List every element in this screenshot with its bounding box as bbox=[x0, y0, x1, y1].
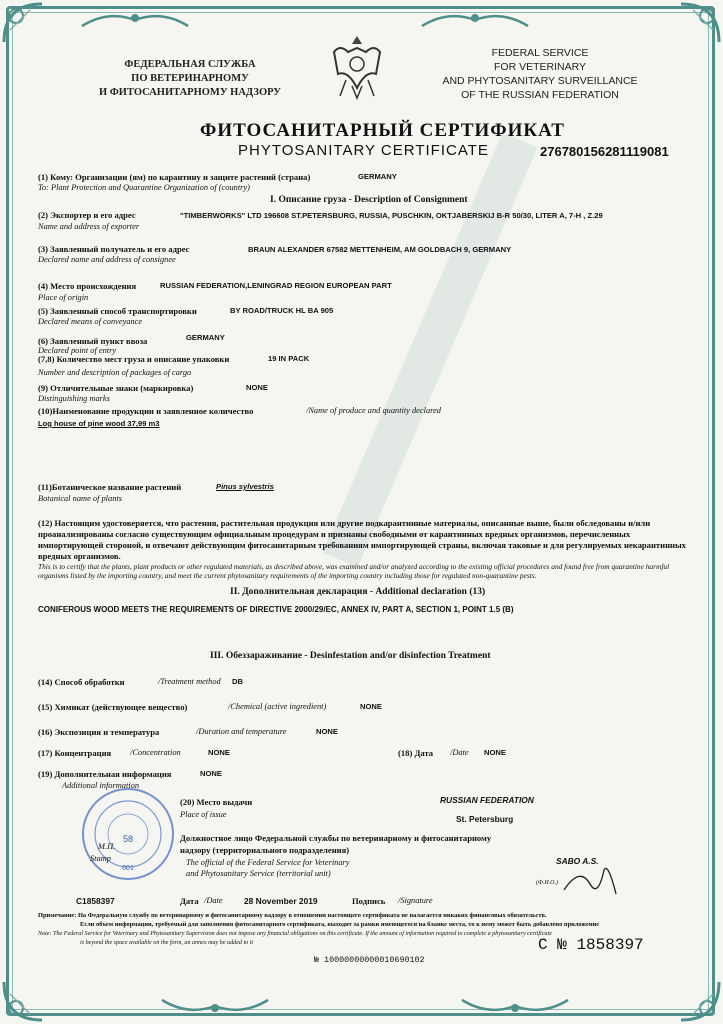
barcode-number: № 10000000000010690102 bbox=[314, 955, 425, 965]
field-14-label-en: /Treatment method bbox=[158, 677, 221, 686]
field-12-statement-en: This is to certify that the plants, plant products or other regulated materials, as described above, was examined and/or analyzed according to the existing official procedures and found free from quarantine harmful organisms listed by the importing country, and meet the current phytosanitary requirements of the importing country including those for regulated non-quarantine pests. bbox=[38, 562, 670, 580]
official-title-en-2: and Phytosanitary Service (territorial unit) bbox=[186, 869, 331, 878]
field-11-label-en: Botanical name of plants bbox=[38, 494, 122, 503]
agency-ru-line: ПО ВЕТЕРИНАРНОМУ bbox=[131, 73, 249, 84]
blank-number bbox=[538, 936, 644, 954]
blank-number-value: 1858397 bbox=[576, 936, 644, 954]
field-1-value: GERMANY bbox=[358, 172, 397, 181]
agency-en-line: AND PHYTOSANITARY SURVEILLANCE bbox=[442, 75, 638, 87]
field-78-label-en: Number and description of packages of cargo bbox=[38, 368, 192, 377]
field-20-label-en: Place of issue bbox=[180, 810, 227, 819]
top-ornament-icon bbox=[80, 8, 190, 30]
agency-en-line: FEDERAL SERVICE bbox=[491, 47, 589, 59]
field-14-label: (14) Способ обработки bbox=[38, 677, 125, 687]
field-18-value: NONE bbox=[484, 748, 506, 757]
field-9-label-en: Distinguishing marks bbox=[38, 394, 110, 403]
field-3-label-en: Declared name and address of consignee bbox=[38, 255, 176, 264]
field-15-value: NONE bbox=[360, 702, 382, 711]
stamp-label-en: Stamp bbox=[90, 854, 111, 863]
field-10-value: Log house of pine wood 37,99 m3 bbox=[38, 419, 160, 428]
official-title-ru-2: надзору (территориального подразделения) bbox=[180, 845, 350, 855]
agency-en-line: OF THE RUSSIAN FEDERATION bbox=[461, 89, 619, 101]
field-9-value: NONE bbox=[246, 383, 268, 392]
note-ru-2: Если объем информации, требуемый для заполнения фитосанитарного сертификата, выходит за рамки имеющегося на бланке места, то к нему может быть добавлено приложение bbox=[80, 921, 600, 928]
bottom-ornament-icon bbox=[160, 996, 270, 1018]
field-14-value: DB bbox=[232, 677, 243, 686]
field-19-label: (19) Дополнительная информация bbox=[38, 769, 172, 779]
field-17-label-en: /Concentration bbox=[130, 748, 181, 757]
agency-ru-line: И ФИТОСАНИТАРНОМУ НАДЗОРУ bbox=[99, 87, 281, 98]
field-2-value: "TIMBERWORKS" LTD 196608 ST.PETERSBURG, RUSSIA, PUSCHKIN, OKTJABERSKIJ B-R 50/30, LITER A, 7-H , Z.29 bbox=[180, 211, 603, 220]
field-18-label-en: /Date bbox=[450, 748, 469, 757]
signature-label-en: /Signature bbox=[398, 896, 433, 905]
section-1-heading: I. Описание груза - Description of Consignment bbox=[270, 195, 468, 205]
coat-of-arms-icon bbox=[326, 30, 388, 102]
corner-ornament-icon bbox=[0, 978, 46, 1024]
official-name-caption: (Ф.И.О.) bbox=[536, 880, 558, 886]
seal-code: 001 bbox=[122, 865, 134, 872]
field-11-value: Pinus sylvestris bbox=[216, 482, 274, 491]
field-6-label-en: Declared point of entry bbox=[38, 346, 117, 355]
issue-date: 28 November 2019 bbox=[244, 896, 318, 906]
watermark-icon bbox=[300, 120, 560, 580]
field-15-label-en: /Chemical (active ingredient) bbox=[228, 702, 327, 711]
title-en: PHYTOSANITARY CERTIFICATE bbox=[238, 142, 489, 159]
field-3-label: (3) Заявленный получатель и его адрес bbox=[38, 244, 190, 254]
field-16-label: (16) Экспозиция и температура bbox=[38, 727, 160, 737]
seal-number: 58 bbox=[122, 834, 134, 844]
official-seal-icon bbox=[80, 786, 176, 882]
date-label-ru: Дата bbox=[180, 896, 199, 906]
field-18-label: (18) Дата bbox=[398, 748, 434, 758]
field-16-label-en: /Duration and temperature bbox=[196, 727, 287, 736]
bottom-ornament-icon bbox=[460, 996, 570, 1018]
field-4-label-en: Place of origin bbox=[38, 293, 89, 302]
corner-ornament-icon bbox=[677, 0, 723, 46]
agency-name-en bbox=[440, 46, 640, 102]
field-3-value: BRAUN ALEXANDER 67582 METTENHEIM, AM GOLDBACH 9, GERMANY bbox=[248, 245, 512, 254]
field-78-label: (7,8) Количество мест груза и описание упаковки bbox=[38, 354, 230, 364]
note-ru-1: Примечание: На Федеральную службу по ветеринарному и фитосанитарному надзору в отношении настоящего сертификата не налагается никаких финансовых обязательств. bbox=[38, 912, 547, 919]
field-4-value: RUSSIAN FEDERATION,LENINGRAD REGION EUROPEAN PART bbox=[160, 281, 392, 290]
field-1-label-en: To: Plant Protection and Quarantine Organization of (country) bbox=[38, 183, 250, 192]
field-20-value-city: St. Petersburg bbox=[456, 814, 514, 824]
field-5-label: (5) Заявленный способ транспортировки bbox=[38, 306, 197, 316]
official-title-ru: Должностное лицо Федеральной службы по ветеринарному и фитосанитарному bbox=[180, 833, 492, 843]
field-11-label: (11)Ботаническое название растений bbox=[38, 482, 182, 492]
field-13-value: CONIFEROUS WOOD MEETS THE REQUIREMENTS OF DIRECTIVE 2000/29/EC, ANNEX IV, PART A, SECTION 1, POINT 1.5 (B) bbox=[38, 605, 514, 614]
blank-number-sign: № bbox=[557, 936, 567, 954]
field-9-label: (9) Отличительные знаки (маркировка) bbox=[38, 383, 194, 393]
certificate-number: 276780156281119081 bbox=[540, 144, 669, 159]
stamp-label-ru: М.П. bbox=[98, 842, 116, 851]
field-1-label: (1) Кому: Организации (ям) по карантину и защите растений (страна) bbox=[38, 172, 311, 182]
field-15-label: (15) Химикат (действующее вещество) bbox=[38, 702, 188, 712]
field-5-value: BY ROAD/TRUCK HL BA 905 bbox=[230, 306, 334, 315]
agency-name-ru bbox=[90, 58, 290, 100]
field-10-label: (10)Наименование продукции и заявленное количество bbox=[38, 406, 254, 416]
signature-icon bbox=[560, 860, 620, 900]
corner-ornament-icon bbox=[0, 0, 46, 46]
field-19-value: NONE bbox=[200, 769, 222, 778]
field-17-value: NONE bbox=[208, 748, 230, 757]
signature-label-ru: Подпись bbox=[352, 896, 386, 906]
field-78-value: 19 IN PACK bbox=[268, 354, 310, 363]
field-10-label-en: /Name of produce and quantity declared bbox=[306, 406, 441, 415]
field-20-label: (20) Место выдачи bbox=[180, 797, 253, 807]
field-2-label-en: Name and address of exporter bbox=[38, 222, 140, 231]
official-title-en: The official of the Federal Service for Veterinary bbox=[186, 858, 350, 867]
note-en-1: Note: The Federal Service for Veterinary and Phytosanitary Supervision does not impose any financial obligations on this certificate. If the amount of information required to complete a phytosanitary certificate bbox=[38, 931, 552, 937]
field-6-label: (6) Заявленный пункт ввоза bbox=[38, 336, 148, 346]
blank-series: С bbox=[538, 936, 548, 954]
field-17-label: (17) Концентрация bbox=[38, 748, 112, 758]
official-name: SABO A.S. bbox=[556, 856, 599, 866]
field-19-label-en: Additional information bbox=[62, 781, 140, 790]
agency-ru-line: ФЕДЕРАЛЬНАЯ СЛУЖБА bbox=[124, 59, 256, 70]
field-2-label: (2) Экспортер и его адрес bbox=[38, 210, 136, 220]
field-16-value: NONE bbox=[316, 727, 338, 736]
section-2-heading: II. Дополнительная декларация - Additional declaration (13) bbox=[230, 587, 486, 597]
top-ornament-icon bbox=[420, 8, 530, 30]
field-12-statement-ru: (12) Настоящим удостоверяется, что растения, растительная продукция или другие подкарантинные материалы, описанные выше, были обследованы и/или проанализированы согласно существующим официальным процедурам и признаны свободными от карантинных вредных организмов, перечисленных импортирующей стороной, и отвечают действующим фитосанитарным требованиям импортирующей страны, включая таковые и для регулируемых некарантинных вредных организмов. bbox=[38, 518, 686, 561]
agency-en-line: FOR VETERINARY bbox=[494, 61, 586, 73]
title-ru: ФИТОСАНИТАРНЫЙ СЕРТИФИКАТ bbox=[200, 120, 565, 141]
date-label-en: /Date bbox=[204, 896, 223, 905]
section-3-heading: III. Обеззараживание - Desinfestation and/or disinfection Treatment bbox=[210, 651, 491, 661]
note-en-2: is beyond the space available on the form, an annex may be added to it bbox=[80, 940, 254, 946]
field-20-value-country: RUSSIAN FEDERATION bbox=[440, 795, 534, 805]
blank-serial: C1858397 bbox=[76, 896, 115, 906]
field-4-label: (4) Место происхождения bbox=[38, 281, 137, 291]
corner-ornament-icon bbox=[677, 978, 723, 1024]
field-6-value: GERMANY bbox=[186, 333, 225, 342]
field-5-label-en: Declared means of conveyance bbox=[38, 317, 143, 326]
